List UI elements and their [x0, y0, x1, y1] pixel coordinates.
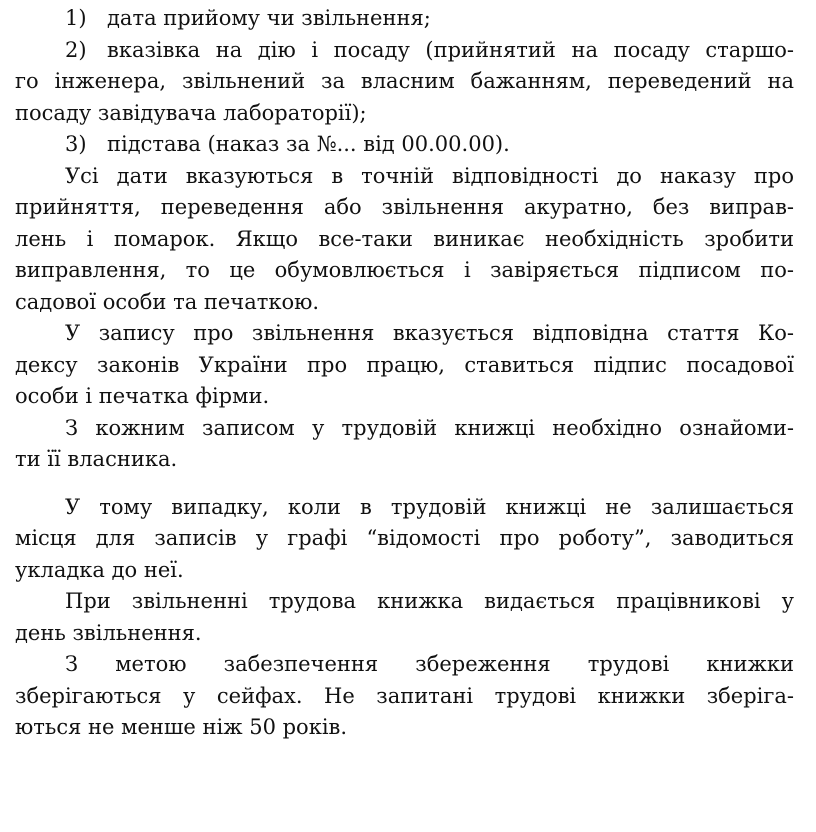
- list-item-2-line-3: посаду завідувача лабораторії);: [15, 100, 367, 125]
- paragraph-line: дексу законів України про працю, ставиться підпис посадової: [15, 352, 794, 377]
- paragraph-line: З метою забезпечення збереження трудові книжки: [65, 652, 794, 676]
- paragraph-line: У тому випадку, коли в трудовій книжці не залишається: [65, 494, 794, 519]
- paragraph-line: прийняття, переведення або звільнення акуратно, без виправ-: [15, 195, 794, 219]
- list-text: підстава (наказ за №... від 00.00.00).: [107, 132, 510, 156]
- list-text: вказівка на дію і посаду (прийнятий на посаду старшо-: [107, 37, 794, 62]
- paragraph-line: ти її власника.: [15, 447, 178, 471]
- paragraph-line: день звільнення.: [15, 620, 202, 645]
- list-number: 2): [65, 37, 87, 62]
- list-number: 3): [65, 132, 87, 156]
- list-item-3: [15, 129, 794, 161]
- list-item-2: [15, 35, 794, 67]
- paragraph-line: З кожним записом у трудовій книжці необхідно ознайоми-: [65, 415, 794, 440]
- paragraph-line: При звільненні трудова книжка видається працівникові у: [65, 589, 794, 613]
- paragraph-line: садової особи та печаткою.: [15, 289, 320, 314]
- paragraph-line: укладка до неї.: [15, 557, 184, 582]
- paragraph-line: особи і печатка фірми.: [15, 384, 270, 408]
- paragraph-gap: [15, 476, 794, 492]
- list-item-2-line-2: го інженера, звільнений за власним бажанням, переведений на: [15, 69, 794, 93]
- paragraph-line: ються не менше ніж 50 років.: [15, 715, 348, 739]
- paragraph-line: Усі дати вказуються в точній відповідності до наказу про: [65, 163, 794, 188]
- paragraph-line: лень і помарок. Якщо все-таки виникає необхідність зробити: [15, 226, 794, 251]
- list-item-1: [15, 3, 794, 35]
- paragraph-line: зберігаються у сейфах. Не запитані трудові книжки зберіга-: [15, 683, 794, 708]
- list-number: 1): [65, 6, 87, 30]
- paragraph-line: У запису про звільнення вказується відповідна стаття Ко-: [65, 321, 794, 345]
- list-text: дата прийому чи звільнення;: [107, 6, 431, 30]
- paragraph-line: виправлення, то це обумовлюється і завіряється підписом по-: [15, 258, 794, 282]
- paragraph-line: місця для записів у графі “відомості про роботу”, заводиться: [15, 526, 794, 550]
